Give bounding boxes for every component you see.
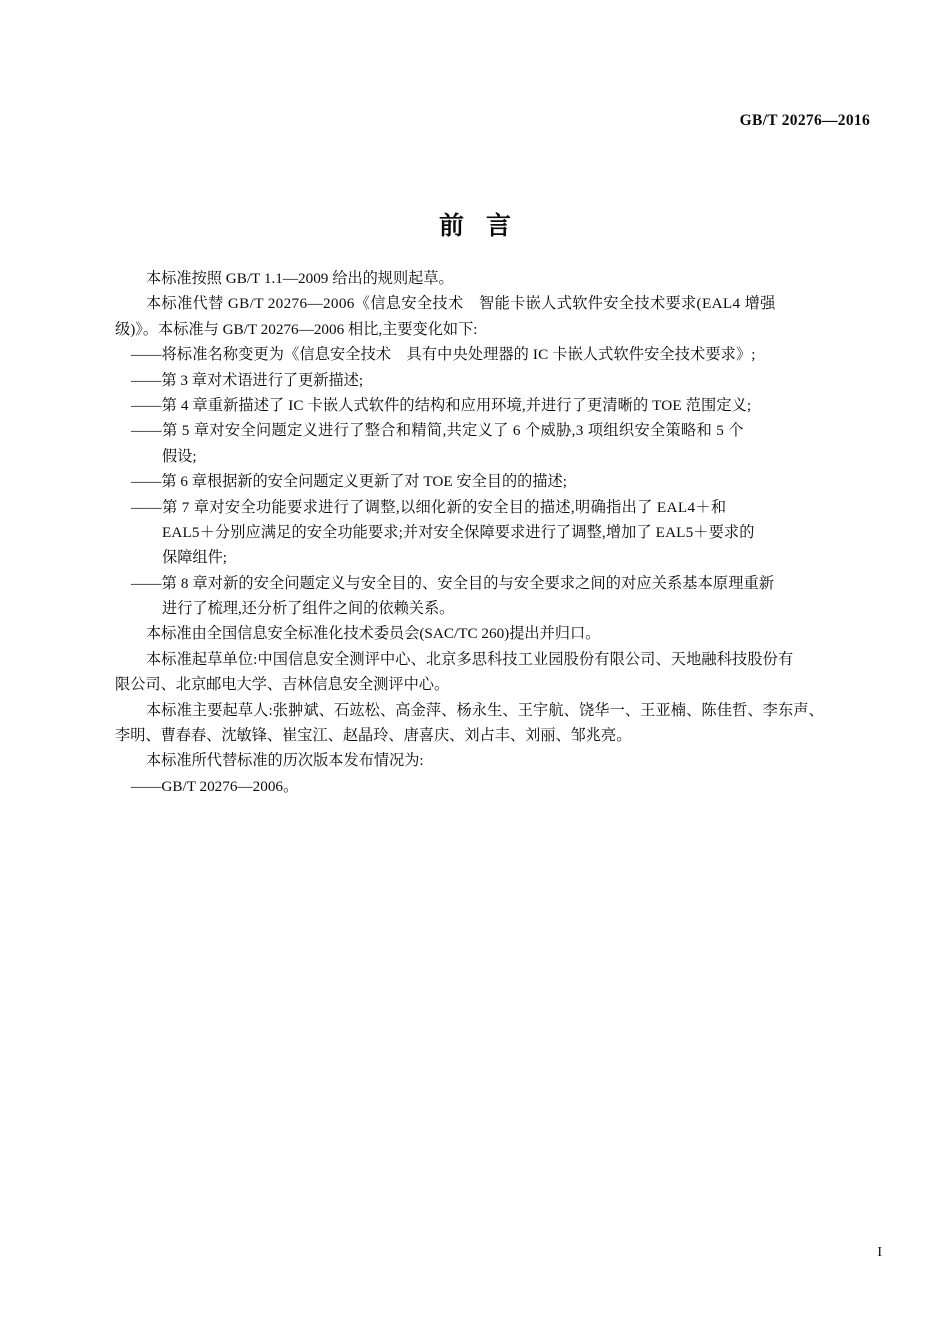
running-header-standard-number: GB/T 20276—2016: [739, 112, 870, 129]
paragraph-line: 本标准主要起草人:张翀斌、石竑松、高金萍、杨永生、王宇航、饶华一、王亚楠、陈佳哲、李东声、: [146, 701, 824, 719]
page-title: 前言: [438, 210, 533, 240]
change-item-line: ——第 7 章对安全功能要求进行了调整,以细化新的安全目的描述,明确指出了 EAL4＋和: [131, 498, 727, 516]
change-item-line: 假设;: [162, 447, 197, 465]
paragraph-line: 本标准起草单位:中国信息安全测评中心、北京多思科技工业园股份有限公司、天地融科技股份有: [146, 650, 794, 668]
paragraph-line: 本标准由全国信息安全标准化技术委员会(SAC/TC 260)提出并归口。: [146, 625, 601, 643]
change-item-line: EAL5＋分别应满足的安全功能要求;并对安全保障要求进行了调整,增加了 EAL5＋要求的: [162, 523, 755, 541]
change-item-line: ——第 8 章对新的安全问题定义与安全目的、安全目的与安全要求之间的对应关系基本原理重新: [131, 574, 775, 592]
change-item-line: ——第 4 章重新描述了 IC 卡嵌人式软件的结构和应用环境,并进行了更清晰的 TOE 范围定义;: [131, 396, 752, 414]
page-number: I: [877, 1245, 882, 1260]
paragraph-line: 李明、曹春春、沈敏锋、崔宝江、赵晶玲、唐喜庆、刘占丰、刘丽、邹兆亮。: [115, 727, 632, 745]
change-item-line: ——第 5 章对安全问题定义进行了整合和精简,共定义了 6 个威胁,3 项组织安全策略和 5 个: [131, 422, 744, 440]
paragraph-line: 本标准代替 GB/T 20276—2006《信息安全技术 智能卡嵌人式软件安全技术要求(EAL4 增强: [146, 295, 776, 313]
previous-edition-line: ——GB/T 20276—2006。: [131, 777, 299, 795]
paragraph-line: 本标准所代替标准的历次版本发布情况为:: [146, 752, 424, 770]
paragraph-line: 本标准按照 GB/T 1.1—2009 给出的规则起草。: [146, 270, 454, 287]
paragraph-line: 限公司、北京邮电大学、吉林信息安全测评中心。: [115, 676, 450, 694]
change-item-line: ——第 6 章根据新的安全问题定义更新了对 TOE 安全目的的描述;: [131, 473, 567, 491]
change-item-line: 保障组件;: [162, 549, 227, 567]
change-item-line: 进行了梳理,还分析了组件之间的依赖关系。: [162, 600, 455, 618]
paragraph-line: 级)》。本标准与 GB/T 20276—2006 相比,主要变化如下:: [115, 320, 478, 338]
change-item-line: ——第 3 章对术语进行了更新描述;: [131, 371, 364, 389]
foreword-body: [115, 266, 871, 799]
change-item-line: ——将标准名称变更为《信息安全技术 具有中央处理器的 IC 卡嵌人式软件安全技术要求》;: [131, 346, 756, 364]
